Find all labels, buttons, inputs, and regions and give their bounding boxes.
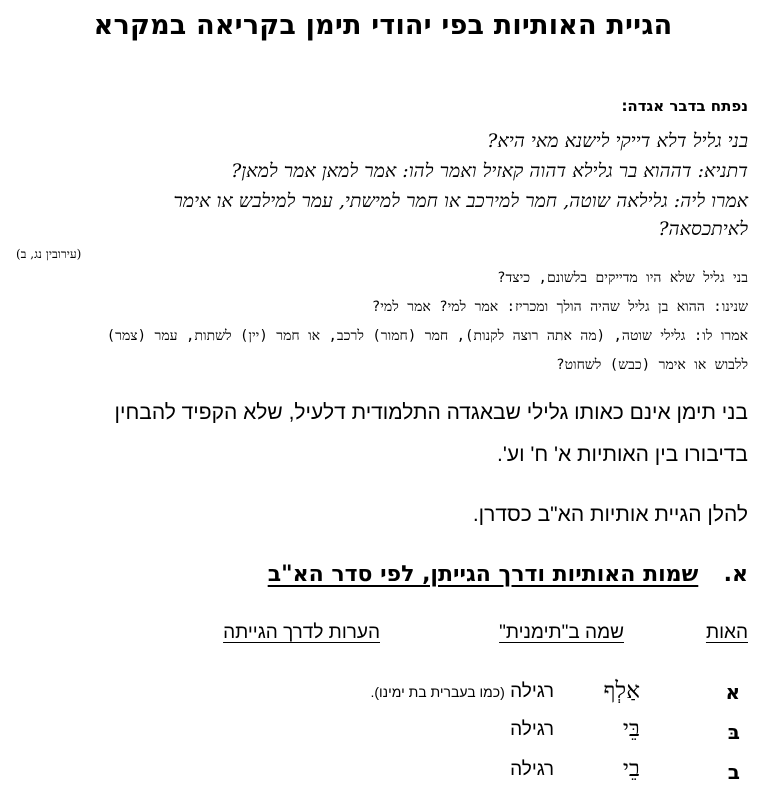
intro-paragraph-line: בני תימן אינם כאותו גלילי שבאגדה התלמודית דלעיל, שלא הקפיד להבחין (114, 401, 748, 424)
table-row-name: בֵּי (622, 716, 640, 741)
translation-line: בני גליל שלא היו מדייקים בלשונם, כיצד? (497, 270, 748, 286)
table-row-note: רגילה (510, 759, 554, 780)
source-heading: נפתח בדבר אגדה: (621, 97, 748, 115)
intro-paragraph-line: בדיבורו בין האותיות א' ח' וע'. (497, 443, 748, 466)
aramaic-line: דתניא: דההוא בר גלילא דהוה קאזיל ואמר להו: אמר למאן אמר למאן? (231, 160, 748, 182)
section-marker: א. (723, 562, 748, 587)
intro-paragraph-line: להלן הגיית אותיות הא"ב כסדרן. (472, 503, 748, 526)
translation-line: אמרו לו: גלילי שוטה, (מה אתה רוצה לקנות), חמר (חמור) לרכב, או חמר (יין) לשתות, עמר (צמר) (106, 328, 748, 344)
column-header-name: שמה ב"תימנית" (499, 622, 624, 643)
table-row-name: אַלְף (603, 678, 640, 703)
translation-line: שנינו: ההוא בן גליל שהיה הולך ומכריז: אמר למי? אמר למי? (371, 299, 748, 315)
table-row-note-extra: (כמו בעברית בת ימינו). (370, 684, 505, 700)
section-heading (268, 562, 748, 587)
table-row-note: רגילה (510, 719, 554, 740)
column-header-letter: האות (705, 622, 748, 643)
aramaic-line: אמרו ליה: גלילאה שוטה, חמר למירכב או חמר למישתי, עמר למילבש או אימר (173, 190, 748, 212)
aramaic-line: לאיתכסאה? (658, 218, 748, 240)
aramaic-line: בני גליל דלא דייקי לישנא מאי היא? (487, 130, 748, 152)
table-row-letter: בּ (727, 720, 740, 744)
table-row-letter: א (725, 680, 740, 704)
table-row-note: רגילה (כמו בעברית בת ימינו). (370, 681, 554, 702)
table-row-letter: ב (727, 760, 740, 784)
citation: (עירובין נג, ב) (16, 247, 82, 261)
translation-line: ללבוש או אימר (כבש) לשחוט? (556, 357, 748, 373)
column-header-notes: הערות לדרך הגייתה (223, 622, 380, 643)
section-title: שמות האותיות ודרך הגייתן, לפי סדר הא"ב (267, 562, 699, 587)
table-row-name: בֵי (622, 756, 640, 781)
page-title: הגיית האותיות בפי יהודי תימן בקריאה במקרא (93, 10, 673, 41)
